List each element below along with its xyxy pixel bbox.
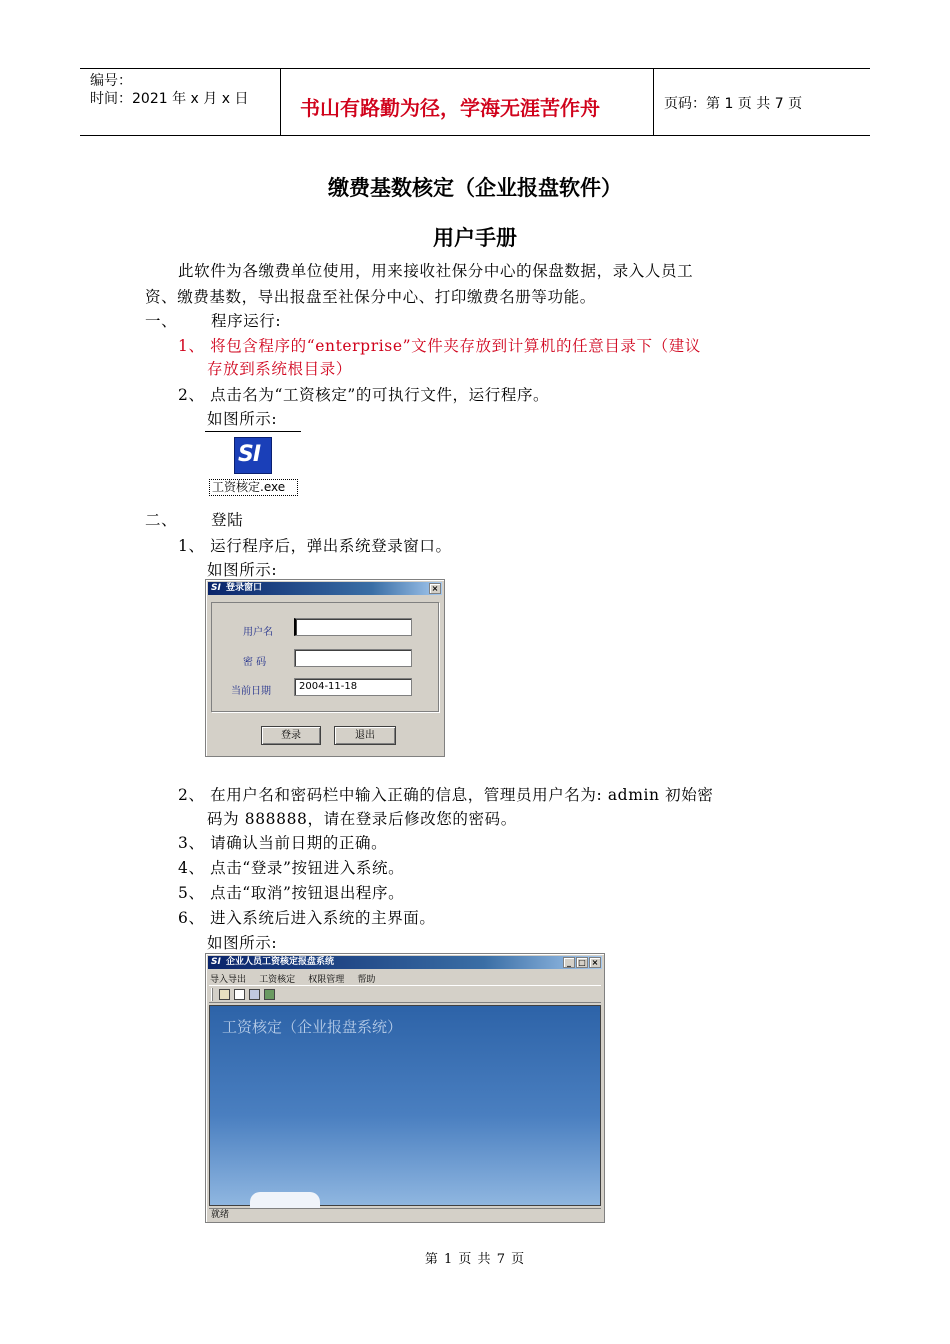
header-divider-right — [653, 68, 654, 136]
figure-label-1-underline — [205, 431, 301, 432]
header-page-info: 页码：第 1 页 共 7 页 — [664, 96, 803, 112]
header-bottom-rule — [80, 135, 870, 136]
date-label: 当前日期 — [231, 686, 271, 697]
close-icon[interactable]: × — [429, 583, 441, 594]
header-motto: 书山有路勤为径，学海无涯苦作舟 — [300, 96, 600, 120]
section-2-number: 二、 — [145, 511, 178, 529]
username-label: 用户名 — [243, 627, 273, 638]
document-subtitle: 用户手册 — [433, 226, 517, 250]
menu-import-export[interactable]: 导入导出 — [210, 975, 247, 985]
intro-line-1: 此软件为各缴费单位使用，用来接收社保分中心的保盘数据，录入人员工 — [178, 262, 694, 280]
exe-app-icon[interactable] — [234, 437, 272, 474]
username-input[interactable] — [294, 618, 412, 636]
login-window-title: 登录窗口 — [225, 583, 262, 593]
exit-door-icon[interactable] — [264, 989, 275, 1000]
toolbar — [209, 985, 601, 1003]
section-1-item-1-line-2: 存放到系统根目录） — [207, 360, 352, 378]
status-bar: 就绪 — [209, 1208, 601, 1221]
main-client-text: 工资核定（企业报盘系统） — [222, 1018, 403, 1036]
figure-label-3: 如图所示: — [207, 934, 278, 952]
login-button[interactable]: 登录 — [261, 726, 321, 745]
main-window-titlebar — [208, 956, 602, 969]
section-2-title: 登陆 — [211, 511, 244, 529]
password-label: 密 码 — [243, 657, 267, 668]
figure-label-1: 如图所示: — [207, 410, 278, 428]
exit-button[interactable]: 退出 — [334, 726, 396, 745]
main-client-area — [209, 1005, 601, 1206]
document-title: 缴费基数核定（企业报盘软件） — [328, 176, 622, 200]
section-2-item-6: 6、 进入系统后进入系统的主界面。 — [178, 909, 436, 927]
section-2-item-4: 4、 点击“登录”按钮进入系统。 — [178, 859, 405, 877]
login-window-titlebar — [208, 582, 442, 595]
main-window-title: 企业人员工资核定报盘系统 — [225, 957, 334, 967]
main-window — [205, 953, 605, 1223]
menu-bar — [210, 970, 383, 984]
edit-icon[interactable] — [234, 989, 245, 1000]
section-1-item-1-line-1: 1、 将包含程序的“enterprise”文件夹存放到计算机的任意目录下（建议 — [178, 337, 701, 355]
header-number-label: 编号： — [90, 73, 132, 89]
section-1-title: 程序运行: — [211, 312, 282, 330]
maximize-icon[interactable]: □ — [576, 957, 588, 968]
section-2-item-5: 5、 点击“取消”按钮退出程序。 — [178, 884, 405, 902]
header-divider-left — [280, 68, 281, 136]
menu-salary-check[interactable]: 工资核定 — [259, 975, 296, 985]
users-icon[interactable] — [249, 989, 260, 1000]
menu-permissions[interactable]: 权限管理 — [308, 975, 345, 985]
login-window — [205, 579, 445, 757]
si-logo-icon: SI — [211, 583, 221, 593]
cloud-decoration — [250, 1192, 320, 1208]
section-1-item-2: 2、 点击名为“工资核定”的可执行文件，运行程序。 — [178, 386, 550, 404]
section-1-number: 一、 — [145, 312, 178, 330]
exe-filename[interactable]: 工资核定.exe — [209, 479, 298, 496]
intro-line-2: 资、缴费基数，导出报盘至社保分中心、打印缴费名册等功能。 — [145, 288, 596, 306]
section-2-item-2-line-2: 码为 888888，请在登录后修改您的密码。 — [207, 810, 517, 828]
si-logo-icon: SI — [211, 957, 221, 967]
si-logo-icon: SI — [238, 442, 261, 467]
page-footer: 第 1 页 共 7 页 — [424, 1252, 526, 1267]
header-top-rule — [80, 68, 870, 69]
import-icon[interactable] — [219, 989, 230, 1000]
section-2-item-2-line-1: 2、 在用户名和密码栏中输入正确的信息，管理员用户名为: admin 初始密 — [178, 786, 714, 804]
section-2-item-1: 1、 运行程序后，弹出系统登录窗口。 — [178, 537, 452, 555]
menu-help[interactable]: 帮助 — [357, 975, 376, 985]
section-2-item-3: 3、 请确认当前日期的正确。 — [178, 834, 388, 852]
minimize-icon[interactable]: _ — [563, 957, 575, 968]
date-input[interactable]: 2004-11-18 — [294, 678, 412, 696]
toolbar-grip — [211, 988, 213, 1001]
figure-label-2: 如图所示: — [207, 561, 278, 579]
header-time-label: 时间：2021 年 x 月 x 日 — [90, 91, 249, 107]
password-input[interactable] — [294, 649, 412, 667]
close-icon[interactable]: × — [589, 957, 601, 968]
